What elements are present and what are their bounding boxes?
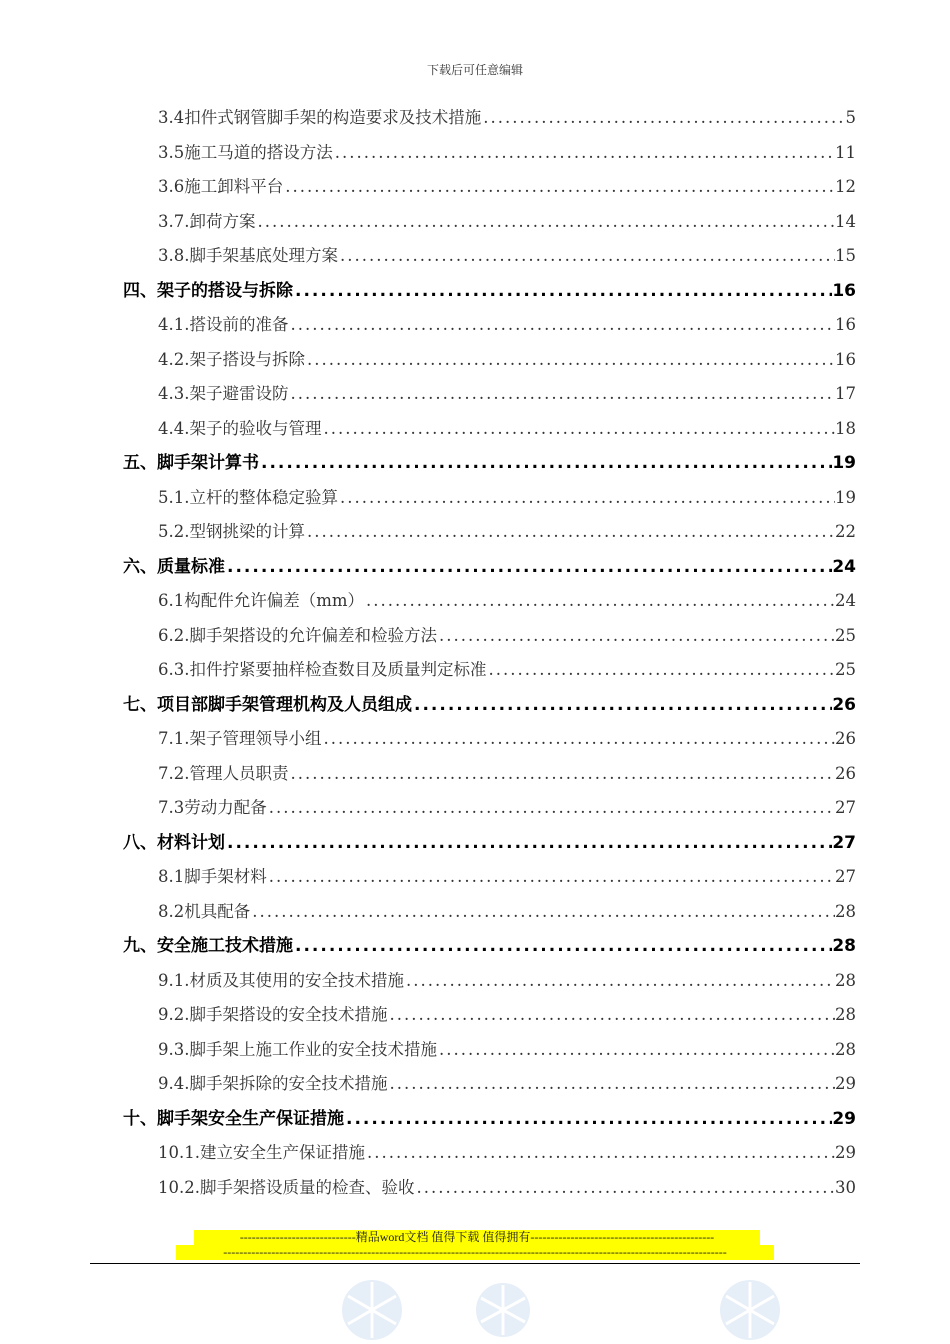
toc-dot-leader [289,308,836,342]
toc-entry-title: 6.1构配件允许偏差（mm） [158,591,365,610]
toc-dot-leader [388,1067,836,1101]
toc-chapter-row[interactable] [123,688,856,722]
footer-rule [90,1263,860,1264]
toc-entry-title: 10.2.脚手架搭设质量的检查、验收 [158,1177,415,1197]
toc-dot-leader [322,412,836,446]
toc-page-number: 28 [835,901,856,921]
footer-banner-dashes: ------------------------------------------------------------------------------------------------------------------------------ [176,1245,774,1260]
toc-page-number: 24 [832,556,856,577]
toc-page-number: 28 [835,1005,856,1024]
toc-section-row[interactable] [158,515,856,549]
toc-entry-title: 5.1.立杆的整体稳定验算 [158,487,338,507]
toc-dot-leader [289,757,836,791]
toc-entry-title: 4.3.架子避雷设防 [158,384,289,403]
toc-page-number: 12 [835,177,856,196]
toc-section-row[interactable] [158,895,856,929]
toc-page-number: 19 [832,453,856,473]
toc-section-row[interactable] [158,722,856,756]
toc-entry-title: 八、材料计划 [123,832,225,853]
toc-section-row[interactable] [158,964,856,998]
toc-section-row[interactable] [158,136,856,170]
toc-section-row[interactable] [158,239,856,273]
toc-page-number: 28 [835,970,856,990]
snowflake-watermark-icon [332,1270,412,1344]
toc-dot-leader [412,688,832,722]
toc-page-number: 27 [835,867,856,886]
toc-dot-leader [333,136,835,170]
toc-entry-title: 3.8.脚手架基底处理方案 [158,246,338,265]
toc-entry-title: 10.1.建立安全生产保证措施 [158,1143,365,1162]
toc-dot-leader [338,481,835,515]
toc-page-number: 25 [835,660,856,679]
toc-page-number: 26 [835,729,856,748]
toc-entry-title: 7.3劳动力配备 [158,798,267,817]
toc-chapter-row[interactable] [123,550,856,584]
toc-section-row[interactable] [158,101,856,135]
toc-page-number: 5 [845,108,856,127]
toc-entry-title: 4.1.搭设前的准备 [158,315,289,334]
toc-section-row[interactable] [158,619,856,653]
toc-page-number: 29 [835,1074,856,1093]
toc-page-number: 24 [835,591,856,610]
toc-entry-title: 7.1.架子管理领导小组 [158,729,322,748]
toc-entry-title: 4.2.架子搭设与拆除 [158,349,305,369]
toc-dot-leader [487,653,836,687]
toc-dot-leader [289,377,836,411]
toc-section-row[interactable] [158,860,856,894]
toc-dot-leader [305,515,835,549]
toc-section-row[interactable] [158,1171,856,1205]
toc-section-row[interactable] [158,584,856,618]
toc-section-row[interactable] [158,343,856,377]
toc-section-row[interactable] [158,1067,856,1101]
toc-entry-title: 9.3.脚手架上施工作业的安全技术措施 [158,1039,437,1059]
toc-page-number: 28 [832,936,856,956]
toc-entry-title: 9.2.脚手架搭设的安全技术措施 [158,1005,388,1024]
toc-page-number: 26 [835,763,856,783]
toc-dot-leader [414,1171,835,1205]
toc-page-number: 28 [835,1039,856,1059]
toc-page-number: 16 [835,315,856,334]
footer-banner: -----------------------------精品word文档 值得下载 值得拥有---------------------------------------------- [194,1230,760,1245]
toc-page-number: 27 [832,832,856,853]
toc-page-number: 14 [835,211,856,231]
toc-page-number: 15 [835,246,856,265]
toc-page-number: 18 [835,418,856,438]
toc-dot-leader [344,1102,832,1136]
toc-entry-title: 五、脚手架计算书 [123,453,259,473]
toc-entry-title: 九、安全施工技术措施 [123,936,293,956]
toc-page-number: 27 [835,798,856,817]
toc-dot-leader [365,1136,835,1170]
toc-dot-leader [437,1033,835,1067]
toc-dot-leader [322,722,836,756]
toc-entry-title: 十、脚手架安全生产保证措施 [123,1108,344,1129]
toc-dot-leader [481,101,845,135]
toc-chapter-row[interactable] [123,274,856,308]
toc-entry-title: 9.1.材质及其使用的安全技术措施 [158,970,404,990]
toc-page-number: 16 [832,280,856,301]
toc-page-number: 19 [835,487,856,507]
toc-page-number: 22 [835,522,856,541]
toc-entry-title: 3.7.卸荷方案 [158,211,256,231]
toc-dot-leader [256,205,836,239]
toc-entry-title: 3.6施工卸料平台 [158,177,284,196]
toc-section-row[interactable] [158,791,856,825]
toc-entry-title: 七、项目部脚手架管理机构及人员组成 [123,694,412,715]
toc-section-row[interactable] [158,308,856,342]
toc-entry-title: 六、质量标准 [123,556,225,577]
toc-section-row[interactable] [158,377,856,411]
toc-chapter-row[interactable] [123,446,856,480]
toc-dot-leader [283,170,835,204]
toc-dot-leader [364,584,835,618]
toc-page-number: 25 [835,625,856,645]
toc-page-number: 11 [835,142,856,162]
toc-entry-title: 7.2.管理人员职责 [158,763,289,783]
toc-entry-title: 8.1脚手架材料 [158,867,267,886]
toc-dot-leader [225,550,832,584]
toc-entry-title: 8.2机具配备 [158,901,251,921]
toc-section-row[interactable] [158,1033,856,1067]
toc-entry-title: 3.4扣件式钢管脚手架的构造要求及技术措施 [158,108,482,127]
toc-entry-title: 6.2.脚手架搭设的允许偏差和检验方法 [158,625,437,645]
toc-dot-leader [293,274,832,308]
toc-page-number: 17 [835,384,856,403]
toc-entry-title: 4.4.架子的验收与管理 [158,418,322,438]
toc-section-row[interactable] [158,1136,856,1170]
toc-dot-leader [305,343,835,377]
toc-dot-leader [267,791,835,825]
snowflake-watermark-icon [710,1270,790,1344]
toc-dot-leader [437,619,835,653]
toc-page-number: 30 [835,1177,856,1197]
toc-dot-leader [388,998,836,1032]
toc-section-row[interactable] [158,205,856,239]
toc-dot-leader [250,895,835,929]
toc-page-number: 29 [832,1108,856,1129]
toc-entry-title: 9.4.脚手架拆除的安全技术措施 [158,1074,388,1093]
toc-dot-leader [259,446,832,480]
toc-section-row[interactable] [158,412,856,446]
page-header: 下载后可任意编辑 [426,63,523,77]
toc-page-number: 26 [832,694,856,715]
toc-entry-title: 5.2.型钢挑梁的计算 [158,522,305,541]
toc-section-row[interactable] [158,998,856,1032]
toc-dot-leader [267,860,835,894]
toc-section-row[interactable] [158,653,856,687]
toc-dot-leader [338,239,835,273]
toc-dot-leader [404,964,835,998]
toc-chapter-row[interactable] [123,929,856,963]
toc-section-row[interactable] [158,757,856,791]
snowflake-watermark-icon [468,1270,538,1344]
toc-entry-title: 6.3.扣件拧紧要抽样检查数目及质量判定标准 [158,660,487,679]
toc-chapter-row[interactable] [123,826,856,860]
toc-section-row[interactable] [158,481,856,515]
toc-dot-leader [225,826,832,860]
toc-entry-title: 四、架子的搭设与拆除 [123,280,293,301]
toc-chapter-row[interactable] [123,1102,856,1136]
toc-page-number: 29 [835,1143,856,1162]
toc-page-number: 16 [835,349,856,369]
toc-dot-leader [293,929,832,963]
toc-entry-title: 3.5施工马道的搭设方法 [158,142,333,162]
toc-section-row[interactable] [158,170,856,204]
